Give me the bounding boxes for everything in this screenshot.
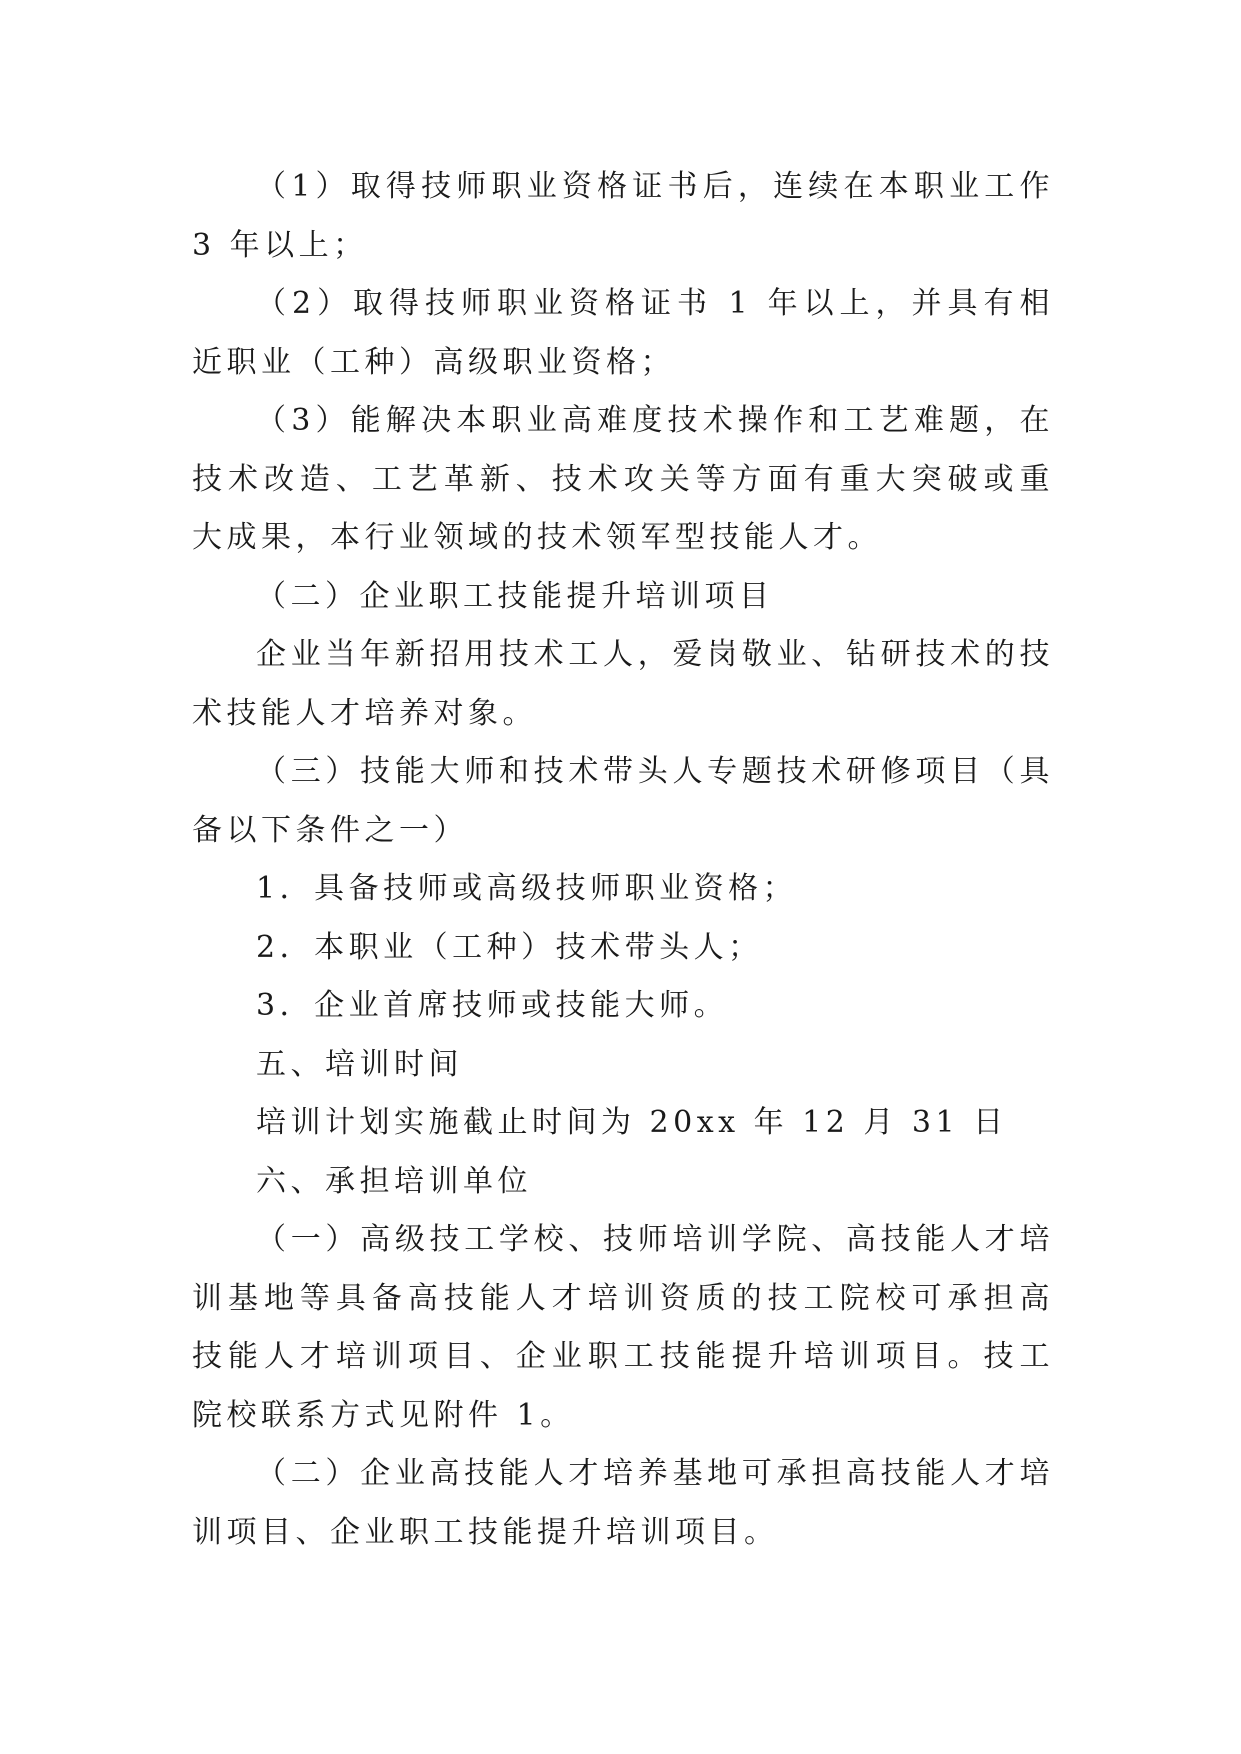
paragraph-deadline: 培训计划实施截止时间为 20xx 年 12 月 31 日 (256, 1105, 1008, 1140)
paragraph-unit-1: （一）高级技工学校、技师培训学院、高技能人才培训基地等具备高技能人才培训资质的技工院校可承担高技能人才培训项目、企业职工技能提升培训项目。技工院校联系方式见附件 1。 (192, 1222, 1054, 1433)
section-heading-training-time: 五、培训时间 (256, 1046, 463, 1082)
condition-item-2: 2．本职业（工种）技术带头人； (256, 929, 763, 965)
condition-item-1: 1．具备技师或高级技师职业资格； (256, 871, 798, 906)
document-body (192, 158, 1054, 1562)
paragraph-item-2: （2）取得技师职业资格证书 1 年以上，并具有相近职业（工种）高级职业资格； (192, 286, 1054, 380)
section-heading-enterprise-training: （二）企业职工技能提升培训项目 (256, 578, 774, 614)
paragraph-unit-2: （二）企业高技能人才培养基地可承担高技能人才培训项目、企业职工技能提升培训项目。 (192, 1456, 1054, 1550)
section-heading-training-units: 六、承担培训单位 (256, 1163, 532, 1199)
condition-item-3: 3．企业首席技师或技能大师。 (256, 988, 729, 1023)
paragraph-item-3: （3）能解决本职业高难度技术操作和工艺难题，在技术改造、工艺革新、技术攻关等方面有重大突破或重大成果，本行业领域的技术领军型技能人才。 (192, 403, 1054, 555)
paragraph-item-1: （1）取得技师职业资格证书后，连续在本职业工作 3 年以上； (192, 169, 1054, 263)
paragraph-enterprise-target: 企业当年新招用技术工人，爱岗敬业、钻研技术的技术技能人才培养对象。 (192, 637, 1054, 731)
section-heading-master-research: （三）技能大师和技术带头人专题技术研修项目（具备以下条件之一） (192, 754, 1054, 848)
